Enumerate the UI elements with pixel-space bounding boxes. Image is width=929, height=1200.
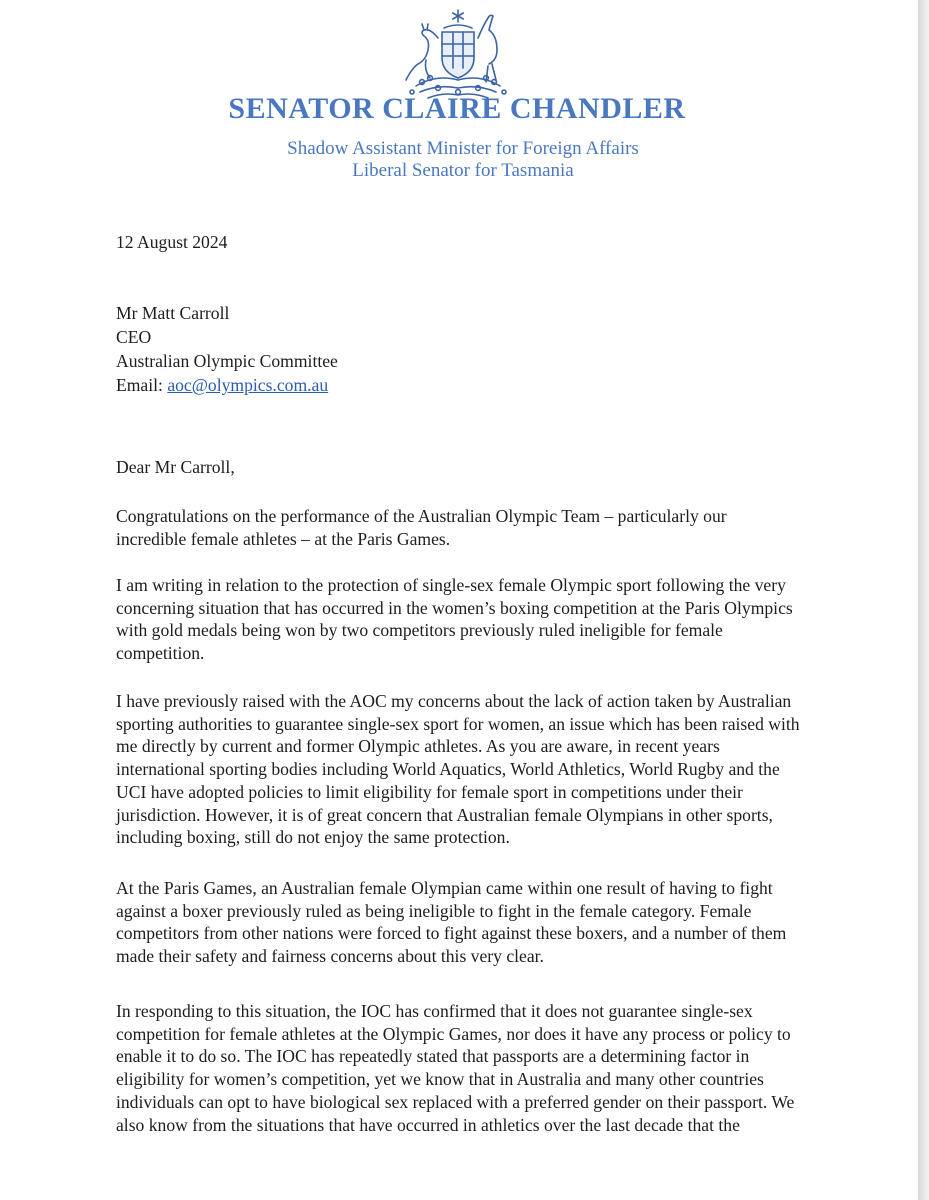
paragraph-line: incredible female athletes – at the Paris Games. <box>116 528 451 549</box>
recipient-email-line <box>116 374 328 396</box>
paragraph-2 <box>116 574 826 665</box>
salutation: Dear Mr Carroll, <box>116 457 235 477</box>
paragraph-line: including boxing, still do not enjoy the same protection. <box>116 827 510 848</box>
paragraph-line: competition for female athletes at the Olympic Games, nor does it have any process or policy to <box>116 1023 791 1044</box>
paragraph-line: Congratulations on the performance of the Australian Olympic Team – particularly our <box>116 506 727 526</box>
page-edge-shadow <box>918 0 929 1200</box>
paragraph-line: also know from the situations that have occurred in athletics over the last decade that the <box>116 1114 740 1135</box>
paragraph-4 <box>116 877 826 968</box>
senator-name: SENATOR CLAIRE CHANDLER <box>228 92 686 125</box>
paragraph-3 <box>116 690 826 849</box>
senator-title-line1: Shadow Assistant Minister for Foreign Affairs <box>287 138 639 159</box>
paragraph-line: individuals can opt to have biological sex replaced with a preferred gender on their passport. We <box>116 1091 795 1112</box>
coat-of-arms-icon <box>398 8 518 102</box>
paragraph-line: made their safety and fairness concerns about this very clear. <box>116 946 544 967</box>
paragraph-line: I have previously raised with the AOC my concerns about the lack of action taken by Australian <box>116 691 792 711</box>
paragraph-line: competition. <box>116 643 205 664</box>
paragraph-line: UCI have adopted policies to limit eligibility for female sport in competitions under their <box>116 781 743 802</box>
paragraph-line: jurisdiction. However, it is of great concern that Australian female Olympians in other sports, <box>116 804 773 825</box>
paragraph-line: me directly by current and former Olympic athletes. As you are aware, in recent years <box>116 736 720 757</box>
paragraph-line: sporting authorities to guarantee single-sex sport for women, an issue which has been raised with <box>116 713 800 734</box>
paragraph-1 <box>116 505 826 550</box>
paragraph-line: international sporting bodies including World Aquatics, World Athletics, World Rugby and the <box>116 759 780 780</box>
paragraph-line: competitors from other nations were forced to fight against these boxers, and a number of them <box>116 923 787 944</box>
senator-title-line2: Liberal Senator for Tasmania <box>352 160 574 181</box>
paragraph-line: against a boxer previously ruled as being ineligible to fight in the female category. Female <box>116 900 752 921</box>
letter-date: 12 August 2024 <box>116 232 228 252</box>
email-link[interactable]: aoc@olympics.com.au <box>167 375 329 395</box>
paragraph-line: In responding to this situation, the IOC has confirmed that it does not guarantee single-sex <box>116 1001 753 1021</box>
paragraph-line: I am writing in relation to the protection of single-sex female Olympic sport following the very <box>116 575 786 595</box>
paragraph-5 <box>116 1000 826 1136</box>
paragraph-line: At the Paris Games, an Australian female Olympian came within one result of having to fight <box>116 878 773 898</box>
recipient-organisation: Australian Olympic Committee <box>116 351 338 371</box>
paragraph-line: with gold medals being won by two competitors previously ruled ineligible for female <box>116 620 723 641</box>
email-label: Email: <box>116 375 163 395</box>
paragraph-line: eligibility for women’s competition, yet we know that in Australia and many other countries <box>116 1069 764 1090</box>
recipient-name: Mr Matt Carroll <box>116 303 230 323</box>
recipient-position: CEO <box>116 327 152 347</box>
paragraph-line: concerning situation that has occurred in the women’s boxing competition at the Paris Olympics <box>116 597 793 618</box>
paragraph-line: enable it to do so. The IOC has repeatedly stated that passports are a determining factor in <box>116 1046 750 1067</box>
